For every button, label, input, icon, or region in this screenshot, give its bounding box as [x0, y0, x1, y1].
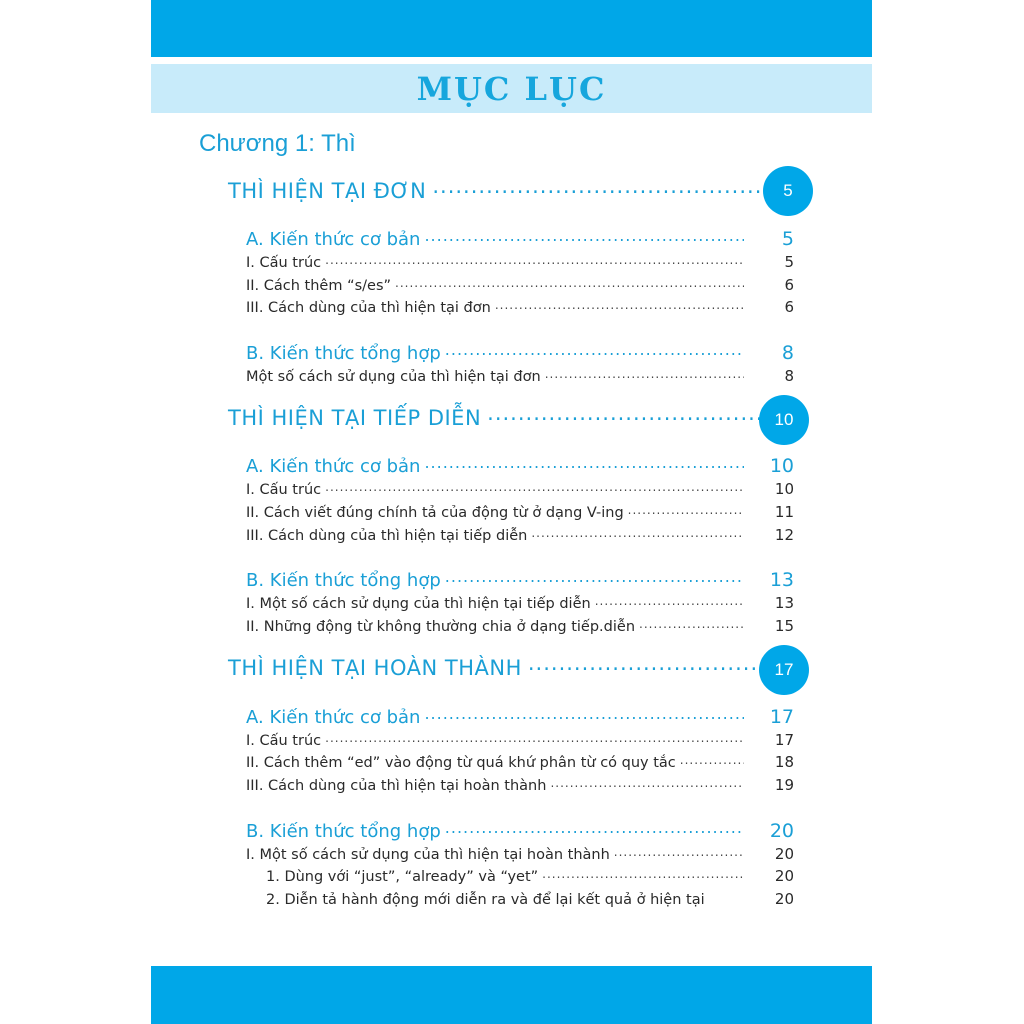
page-number: 13	[774, 594, 794, 612]
item-text: I. Cấu trúc	[246, 733, 322, 749]
dot-leader	[445, 341, 744, 359]
item-text: I. Một số cách sử dụng của thì hiện tại tiếp diễn	[246, 596, 591, 612]
page-number: 13	[769, 569, 794, 591]
section-title: B. Kiến thức tổng hợp	[246, 821, 441, 842]
item-text: 1. Dùng với “just”, “already” và “yet”	[266, 869, 539, 885]
page-number: 5	[781, 228, 794, 250]
page-number: 20	[774, 867, 794, 885]
page-badge: 17	[759, 645, 809, 695]
item-text: III. Cách dùng của thì hiện tại tiếp diễn	[246, 528, 528, 544]
item-text: I. Cấu trúc	[246, 255, 322, 271]
toc-item[interactable]	[246, 503, 794, 521]
page-number: 8	[784, 367, 794, 385]
title-band	[151, 64, 872, 113]
page-number: 11	[774, 503, 794, 521]
dot-leader	[445, 819, 744, 837]
dot-leader	[487, 405, 800, 425]
section-title: A. Kiến thức cơ bản	[246, 456, 421, 477]
toc-item[interactable]	[246, 753, 794, 771]
toc-lesson[interactable]	[228, 178, 808, 203]
dot-leader	[709, 890, 744, 904]
section-title: B. Kiến thức tổng hợp	[246, 570, 441, 591]
item-text: III. Cách dùng của thì hiện tại hoàn thành	[246, 778, 547, 794]
toc-item[interactable]	[246, 367, 794, 385]
toc-item[interactable]	[246, 776, 794, 794]
toc-item[interactable]	[246, 594, 794, 612]
toc-subitem[interactable]	[266, 867, 794, 885]
dot-leader	[531, 526, 744, 540]
toc-item[interactable]	[246, 617, 794, 635]
lesson-title: THÌ HIỆN TẠI ĐƠN	[228, 179, 427, 203]
dot-leader	[424, 705, 744, 723]
dot-leader	[680, 753, 744, 767]
section-title: A. Kiến thức cơ bản	[246, 229, 421, 250]
item-text: II. Cách thêm “s/es”	[246, 278, 392, 294]
dot-leader	[325, 253, 744, 267]
toc-item[interactable]	[246, 276, 794, 294]
toc-section[interactable]	[246, 227, 794, 250]
dot-leader	[325, 731, 744, 745]
dot-leader	[639, 617, 744, 631]
dot-leader	[550, 776, 744, 790]
toc-lesson[interactable]	[228, 405, 808, 430]
bottom-color-bar	[151, 966, 872, 1024]
toc-subitem[interactable]	[266, 890, 794, 908]
page-number: 6	[784, 276, 794, 294]
chapter-heading: Chương 1: Thì	[199, 130, 356, 157]
dot-leader	[395, 276, 744, 290]
item-text: II. Cách thêm “ed” vào động từ quá khứ phân từ có quy tắc	[246, 755, 676, 771]
toc-item[interactable]	[246, 253, 794, 271]
dot-leader	[445, 568, 744, 586]
page-number: 12	[774, 526, 794, 544]
lesson-title: THÌ HIỆN TẠI HOÀN THÀNH	[228, 656, 522, 680]
item-text: III. Cách dùng của thì hiện tại đơn	[246, 300, 491, 316]
toc-section[interactable]	[246, 819, 794, 842]
dot-leader	[545, 367, 744, 381]
item-text: Một số cách sử dụng của thì hiện tại đơn	[246, 369, 541, 385]
page-number: 20	[769, 820, 794, 842]
toc-section[interactable]	[246, 568, 794, 591]
top-color-bar	[151, 0, 872, 57]
page-number: 20	[774, 890, 794, 908]
toc-item[interactable]	[246, 298, 794, 316]
page-number: 17	[774, 731, 794, 749]
page-number: 15	[774, 617, 794, 635]
lesson-title: THÌ HIỆN TẠI TIẾP DIỄN	[228, 406, 482, 430]
page-number: 10	[769, 455, 794, 477]
item-text: I. Cấu trúc	[246, 482, 322, 498]
dot-leader	[495, 298, 744, 312]
page-number: 20	[774, 845, 794, 863]
dot-leader	[614, 845, 744, 859]
item-text: I. Một số cách sử dụng của thì hiện tại hoàn thành	[246, 847, 610, 863]
dot-leader	[628, 503, 744, 517]
page-title: MỤC LỤC	[416, 69, 607, 108]
page-number: 17	[769, 706, 794, 728]
page-number: 5	[784, 253, 794, 271]
dot-leader	[542, 867, 744, 881]
page-number: 8	[781, 342, 794, 364]
toc-item[interactable]	[246, 480, 794, 498]
section-title: B. Kiến thức tổng hợp	[246, 343, 441, 364]
toc-item[interactable]	[246, 845, 794, 863]
page-badge: 10	[759, 395, 809, 445]
toc-section[interactable]	[246, 454, 794, 477]
page-number: 18	[774, 753, 794, 771]
dot-leader	[432, 178, 800, 198]
item-text: II. Những động từ không thường chia ở dạng tiếp.diễn	[246, 619, 636, 635]
toc-item[interactable]	[246, 731, 794, 749]
dot-leader	[424, 227, 744, 245]
page-number: 6	[784, 298, 794, 316]
item-text: II. Cách viết đúng chính tả của động từ ở dạng V-ing	[246, 505, 624, 521]
page-number: 10	[774, 480, 794, 498]
toc-lesson[interactable]	[228, 655, 808, 680]
dot-leader	[325, 480, 744, 494]
dot-leader	[424, 454, 744, 472]
section-title: A. Kiến thức cơ bản	[246, 707, 421, 728]
toc-section[interactable]	[246, 705, 794, 728]
toc-section[interactable]	[246, 341, 794, 364]
dot-leader	[595, 594, 744, 608]
page-badge: 5	[763, 166, 813, 216]
page-number: 19	[774, 776, 794, 794]
item-text: 2. Diễn tả hành động mới diễn ra và để lại kết quả ở hiện tại	[266, 892, 705, 908]
toc-item[interactable]	[246, 526, 794, 544]
